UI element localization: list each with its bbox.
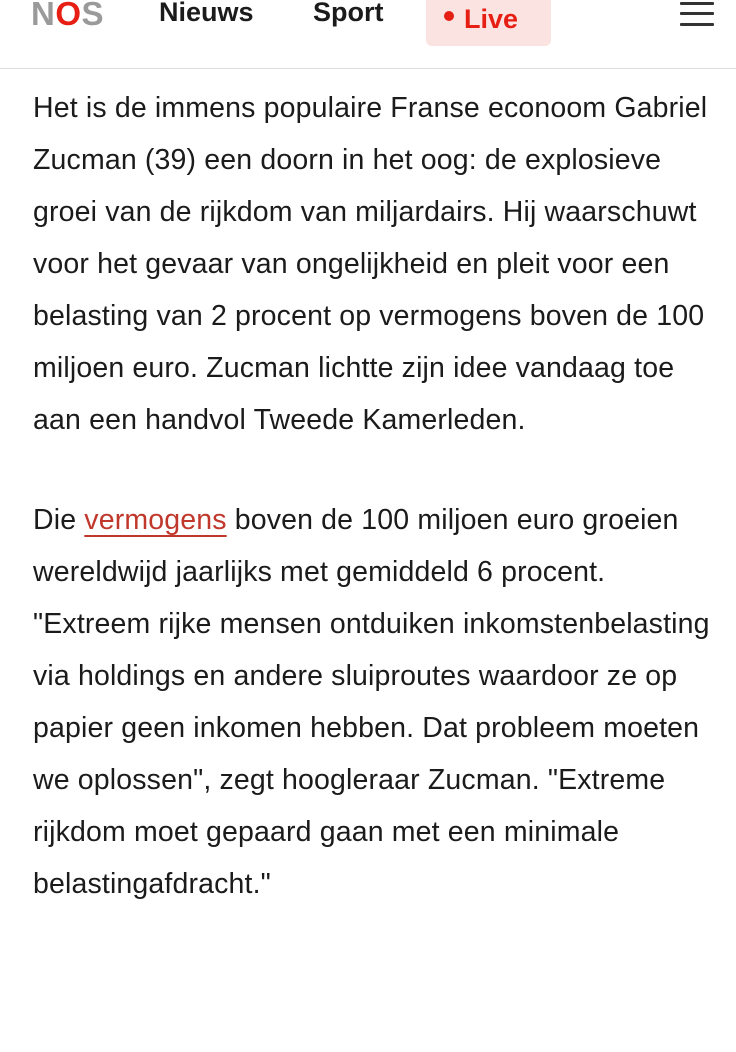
live-dot-icon (444, 11, 454, 21)
nav-item-nieuws[interactable]: Nieuws (159, 0, 254, 27)
logo-letter-s: S (81, 0, 105, 32)
hamburger-menu-icon[interactable] (680, 0, 716, 30)
top-navigation-bar (0, 0, 736, 69)
nav-item-sport[interactable]: Sport (313, 0, 384, 27)
live-label: Live (464, 4, 519, 34)
vermogens-link[interactable]: vermogens (84, 504, 227, 536)
live-button[interactable] (426, 0, 551, 46)
logo-letter-n: N (31, 0, 56, 32)
menu-line (680, 12, 714, 15)
article-body (33, 82, 723, 958)
article-paragraph: Het is de immens populaire Franse econoom Gabriel Zucman (39) een doorn in het oog: de explosieve groei van de rijkdom van miljardairs. Hij waarschuwt voor het gevaar van ongelijkheid en pleit voor een belasting van 2 procent op vermogens boven de 100 miljoen euro. Zucman lichtte zijn idee vandaag toe aan een handvol Tweede Kamerleden. (33, 92, 708, 436)
menu-line (680, 2, 714, 5)
nos-logo[interactable] (31, 0, 104, 34)
article-paragraph (33, 494, 723, 910)
paragraph-text: boven de 100 miljoen euro groeien wereldwijd jaarlijks met gemiddeld 6 procent. "Extreem rijke mensen ontduiken inkomstenbelasting via holdings en andere sluiproutes waardoor ze op papier geen inkomen hebben. Dat probleem moeten we oplossen", zegt hoogleraar Zucman. "Extreme rijkdom moet gepaard gaan met een minimale belastingafdracht." (33, 504, 710, 900)
paragraph-text: Die (33, 504, 85, 536)
menu-line (680, 23, 714, 26)
logo-letter-o: O (55, 0, 82, 32)
